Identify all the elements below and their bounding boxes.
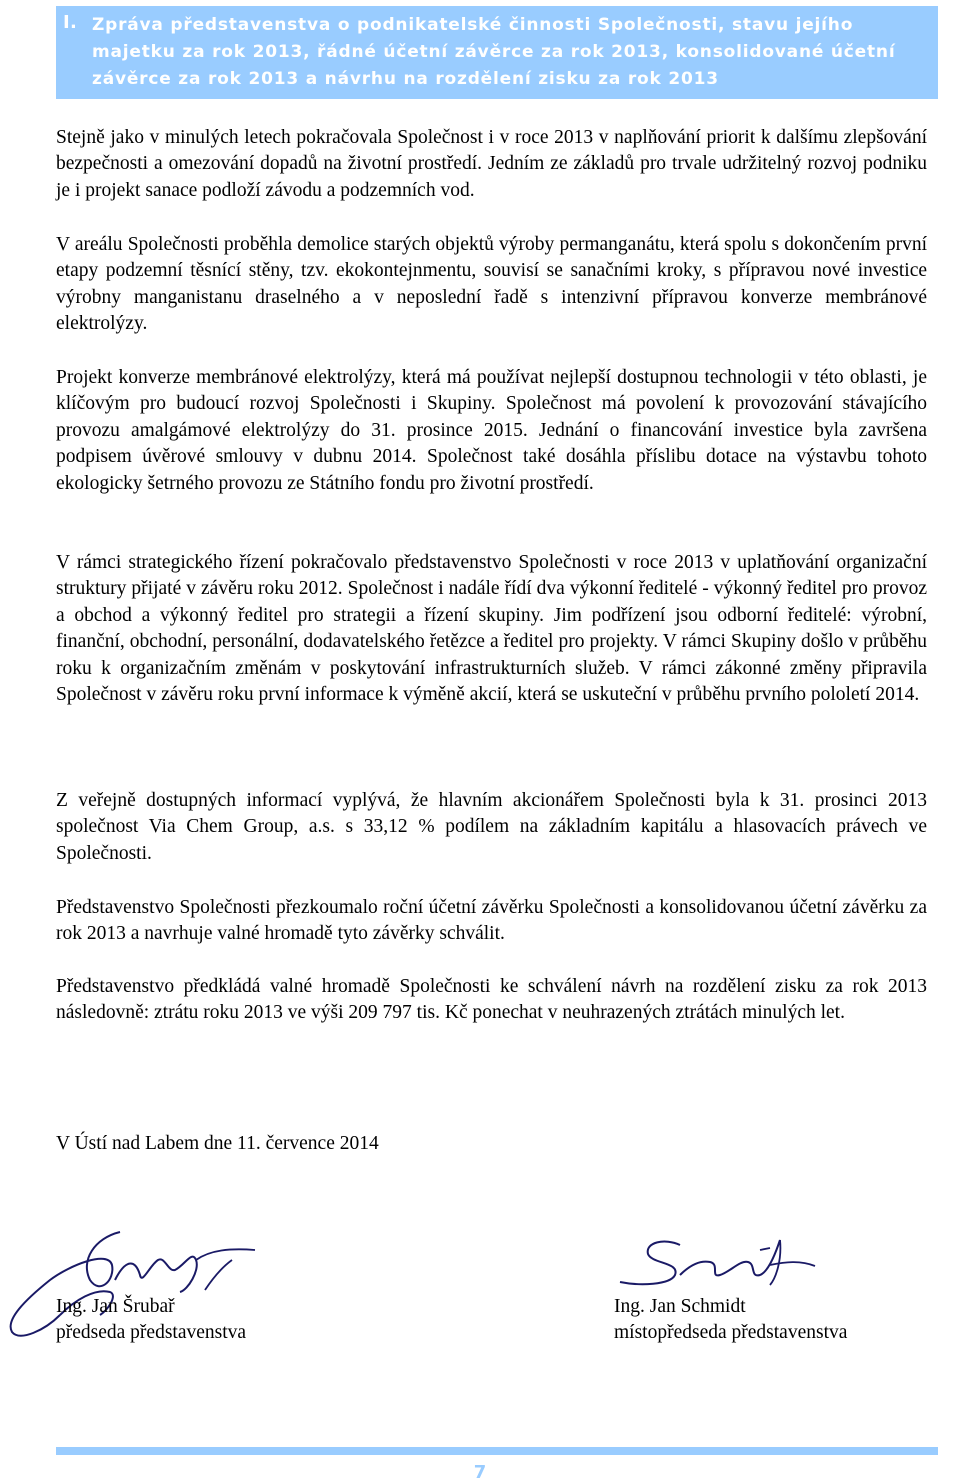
paragraph-2: V areálu Společnosti proběhla demolice starých objektů výroby permanganátu, která spolu s dokončením první etapy podzemní těsnící stěny, tzv. ekokontejnmentu, souvisí se sanačními kroky, s přípravou nové investice výrobny manganistanu draselného a v neposlední řadě s intenzivní přípravou konverze membránové elektrolýzy. [56,234,927,335]
signature-right [610,1220,830,1300]
paragraph-4: V rámci strategického řízení pokračovalo představenstvo Společnosti v roce 2013 v uplatňování organizační struktury přijaté v závěru roku 2012. Společnost i nadále řídí dva výkonní ředitelé - výkonný ředitel pro provoz a obchod a výkonný ředitel pro strategii a řízení skupiny. Jim podřízení jsou odborní ředitelé: výrobní, finanční, obchodní, personální, dodavatelského řetězce a ředitel pro projekty. V rámci Skupiny došlo v průběhu roku k organizačním změnám v poskytování infrastrukturních služeb. V rámci zákonné změny připravila Společnost v závěru roku první informace k výměně akcií, která se uskuteční v průběhu prvního pololetí 2014. [56,552,927,706]
paragraph-3: Projekt konverze membránové elektrolýzy, která má používat nejlepší dostupnou technologii v této oblasti, je klíčovým pro budoucí rozvoj Společnosti i Skupiny. Společnost má povolení k provozování stávajícího provozu amalgámové elektrolýzy do 31. prosince 2015. Jednání o financování investice byla završena podpisem úvěrové smlouvy v dubnu 2014. Společnost také dosáhla příslibu dotace na výstavbu tohoto ekologicky šetrného provozu ze Státního fondu pro životní prostředí. [56,367,927,494]
signatory-chairman [56,1294,246,1347]
paragraph-7: Představenstvo předkládá valné hromadě Společnosti ke schválení návrh na rozdělení zisku za rok 2013 následovně: ztrátu roku 2013 ve výši 209 797 tis. Kč ponechat v neuhrazených ztrátách minulých let. [56,976,927,1024]
place-and-date: V Ústí nad Labem dne 11. července 2014 [56,1133,379,1154]
signatory-vice-chairman [614,1294,847,1347]
signatory-role: předseda představenstva [56,1322,247,1344]
paragraph-6: Představenstvo Společnosti přezkoumalo roční účetní závěrku Společnosti a konsolidovanou účetní závěrku za rok 2013 a navrhuje valné hromadě tyto závěrky schválit. [56,897,927,945]
signatory-role: místopředseda představenstva [614,1322,848,1344]
signatory-name: Ing. Jan Schmidt [614,1296,746,1317]
footer-rule [56,1447,938,1455]
paragraph-5: Z veřejně dostupných informací vyplývá, že hlavním akcionářem Společnosti byla k 31. prosinci 2013 společnost Via Chem Group, a.s. s 33,12 % podílem na základním kapitálu a hlasovacích právech ve Společnosti. [56,790,927,864]
paragraph-1: Stejně jako v minulých letech pokračovala Společnost i v roce 2013 v naplňování priorit k dalšímu zlepšování bezpečnosti a omezování dopadů na životní prostředí. Jedním ze základů pro trvale udržitelný rozvoj podniku je i projekt sanace podloží závodu a podzemních vod. [56,127,927,201]
section-title: Zpráva představenstva o podnikatelské činnosti Společnosti, stavu jejího majetku za rok 2013, řádné účetní závěrce za rok 2013, konsolidované účetní závěrce za rok 2013 a návrhu na rozdělení zisku za rok 2013 [92,15,896,89]
signatory-name: Ing. Jan Šrubař [56,1296,175,1317]
page-number: 7 [473,1462,487,1483]
section-number: I. [63,12,78,33]
